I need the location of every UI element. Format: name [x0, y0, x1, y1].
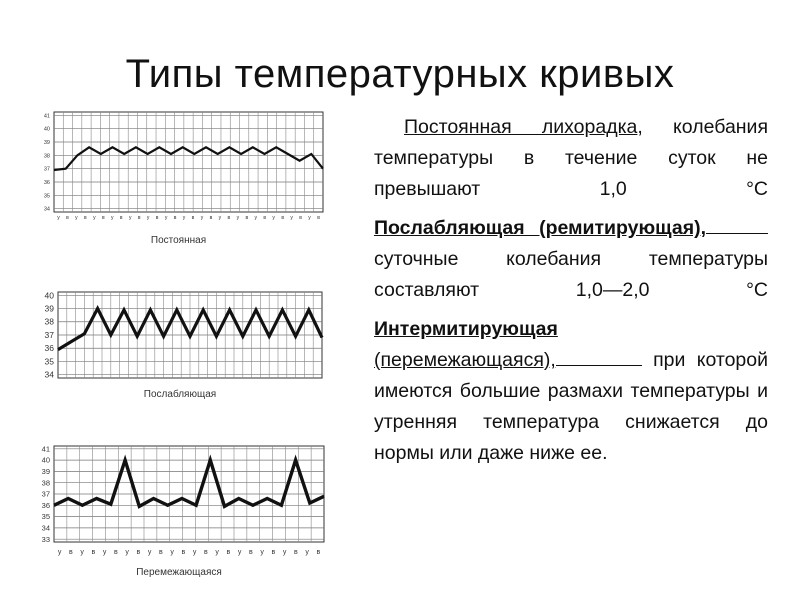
intermittent-fever-description: при которой имеются большие размахи температуры и утренняя температура снижается до нормы или даже ниже ее.	[374, 349, 768, 464]
chart-3-x-tick: в	[249, 549, 253, 556]
chart-2-y-tick: 40	[44, 290, 54, 301]
chart-3-x-tick: в	[316, 549, 321, 556]
remittent-fever-description: суточные колебания температуры составляют 1,0—2,0 °С	[374, 248, 768, 301]
chart-3-x-tick: в	[69, 549, 73, 556]
chart-3-x-tick: у	[102, 549, 107, 556]
chart-1-x-tick: у	[146, 215, 150, 221]
chart-3-temperature-line	[54, 460, 324, 506]
chart-1-x-tick: в	[245, 215, 249, 221]
chart-1-x-tick: у	[111, 215, 114, 221]
slide-title: Типы температурных кривых	[125, 52, 675, 96]
chart-1-x-tick: в	[209, 215, 213, 221]
chart-2-y-tick: 35	[44, 356, 54, 367]
chart-2-y-tick: 34	[44, 369, 54, 380]
chart-3-x-tick: в	[136, 549, 141, 556]
chart-1-x-tick: в	[191, 215, 195, 221]
chart-1-y-tick: 35	[43, 193, 50, 200]
chart-1-caption: Постоянная	[150, 235, 207, 246]
chart-3-y-tick: 37	[41, 489, 50, 499]
chart-1-x-tick: у	[57, 215, 60, 221]
remittent-underline	[706, 233, 768, 234]
chart-1-x-tick: у	[75, 215, 78, 221]
chart-1-x-tick: у	[218, 215, 222, 221]
chart-1-x-tick: в	[101, 215, 105, 221]
chart-3-x-tick: в	[294, 549, 298, 556]
chart-1-x-tick: у	[200, 215, 204, 221]
chart-3-x-tick: в	[226, 549, 231, 556]
chart-3-x-tick: у	[80, 549, 84, 556]
chart-1-x-tick: у	[128, 215, 132, 221]
chart-1-y-tick: 34	[43, 206, 50, 213]
paragraph-constant	[374, 112, 768, 205]
chart-1-x-tick: у	[93, 215, 96, 221]
chart-3-y-tick: 39	[41, 467, 50, 477]
chart-3-y-tick: 33	[41, 534, 50, 544]
chart-3-y-tick: 36	[41, 500, 50, 510]
chart-3-x-tick: у	[147, 549, 152, 556]
chart-3-x-tick: в	[114, 549, 118, 556]
chart-1-x-tick: у	[272, 215, 275, 221]
chart-1-y-tick: 41	[43, 113, 50, 120]
chart-3-x-tick: у	[282, 549, 287, 556]
chart-3-x-tick: у	[57, 549, 62, 556]
chart-1-x-tick: в	[281, 215, 284, 221]
chart-1-x-tick: у	[290, 215, 293, 221]
chart-1-frame	[54, 112, 323, 212]
chart-3-x-tick: у	[215, 549, 219, 556]
chart-2-y-tick: 36	[44, 343, 54, 354]
chart-1-y-tick: 36	[43, 179, 50, 186]
chart-3-y-tick: 34	[41, 523, 50, 533]
intermittent-fever-term: Интермитирующая	[374, 318, 558, 340]
chart-3-y-tick: 35	[41, 512, 50, 522]
description-column	[374, 112, 768, 477]
chart-2-y-tick: 38	[44, 316, 54, 327]
chart-1-y-tick: 37	[43, 166, 50, 173]
chart-1-temperature-line	[54, 147, 323, 170]
paragraph-remittent	[374, 213, 768, 306]
chart-3-x-tick: у	[260, 549, 264, 556]
paragraph-intermittent	[374, 314, 768, 469]
chart-1-x-tick: в	[119, 215, 123, 221]
chart-3-x-tick: в	[159, 549, 163, 556]
chart-1-x-tick: у	[164, 215, 168, 221]
chart-3-x-tick: в	[204, 549, 208, 556]
chart-3-x-tick: у	[125, 549, 129, 556]
chart-2-caption: Послабляющая	[143, 389, 217, 400]
chart-1-x-tick: в	[317, 215, 320, 221]
chart-3-x-tick: у	[305, 549, 309, 556]
chart-3-x-tick: в	[181, 549, 186, 556]
chart-3-x-tick: в	[91, 549, 96, 556]
chart-3-x-tick: у	[192, 549, 197, 556]
chart-3-y-tick: 40	[41, 455, 50, 465]
chart-3-x-tick: у	[170, 549, 174, 556]
intermittent-fever-subterm: (перемежающаяся),	[374, 349, 556, 371]
chart-1-x-tick: у	[308, 215, 311, 221]
chart-1-x-tick: в	[84, 215, 87, 221]
chart-1-x-tick: в	[227, 215, 231, 221]
chart-3-x-tick: у	[237, 549, 242, 556]
chart-1-x-tick: у	[182, 215, 186, 221]
chart-column	[0, 0, 340, 600]
chart-3-caption: Перемежающаяся	[136, 567, 222, 578]
intermittent-underline	[556, 365, 642, 366]
chart-3-y-tick: 41	[41, 444, 50, 454]
constant-fever-comma: ,	[637, 116, 643, 138]
chart-1-x-tick: у	[254, 215, 257, 221]
chart-1-x-tick: в	[263, 215, 267, 221]
chart-1-y-tick: 38	[43, 153, 50, 160]
chart-1-x-tick: у	[236, 215, 240, 221]
chart-2-y-tick: 37	[44, 329, 54, 340]
chart-1-x-tick: в	[299, 215, 302, 221]
chart-1-x-tick: в	[173, 215, 177, 221]
chart-1-x-tick: в	[137, 215, 141, 221]
constant-fever-description: колебания температуры в течение суток не превышают 1,0 °С	[374, 116, 769, 200]
chart-1-y-tick: 40	[43, 126, 50, 133]
chart-1-x-tick: в	[66, 215, 69, 221]
remittent-fever-term: Послабляющая (ремитирующая),	[374, 217, 706, 239]
chart-3-x-tick: в	[271, 549, 276, 556]
constant-fever-term: Постоянная лихорадка	[404, 116, 638, 138]
chart-1-y-tick: 39	[43, 139, 50, 146]
chart-2-y-tick: 39	[44, 303, 54, 314]
chart-3-y-tick: 38	[41, 478, 50, 488]
temperature-charts	[0, 0, 340, 600]
chart-1-x-tick: в	[155, 215, 159, 221]
